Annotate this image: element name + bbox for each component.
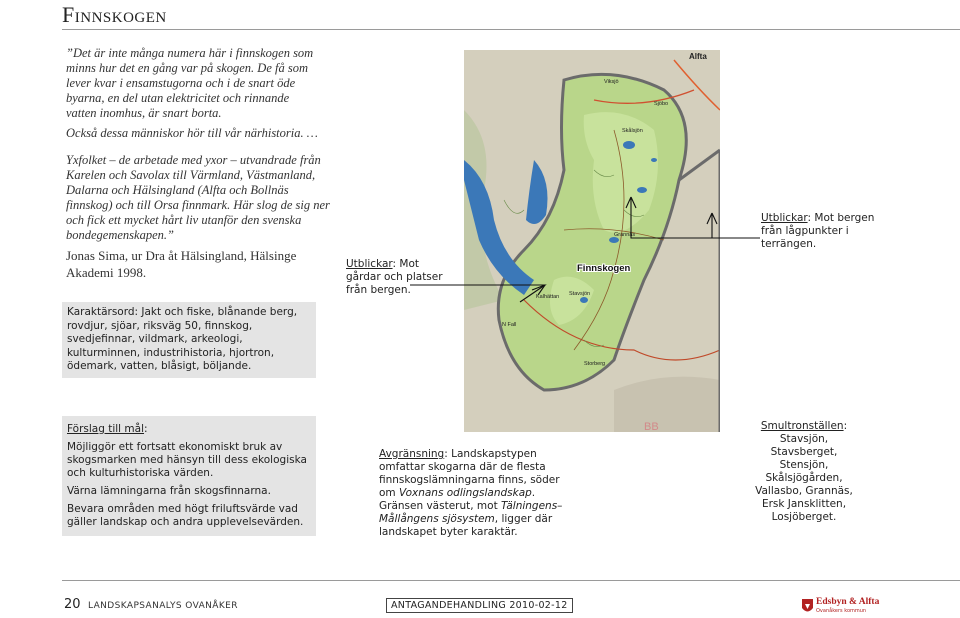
map-label-stavsjon: Stavsjön	[569, 291, 591, 297]
keywords-text: Karaktärsord: Jakt och fiske, blånande berg, rovdjur, sjöar, riksväg 50, finnskog, svedjefinnar, vildmark, arkeologi, kulturminnen, industrihistoria, hjortron, ödemark, vatten, blåsigt, böljande.	[67, 306, 298, 372]
callout-views-to-hills: Utblickar: Mot bergen från lågpunkter i terrängen.	[761, 212, 875, 250]
callout-views-from-hills: Utblickar: Mot gårdar och platser från bergen.	[346, 258, 443, 296]
page-number: 20	[64, 597, 81, 612]
boundary-description: Avgränsning: Landskapstypen omfattar skogarna där de flesta finnskogslämningarna finns, söder om Voxnans odlingslandskap. Gränsen västerut, mot Tälningens–Mållångens sjösystem, ligger där landskapet byter karaktär.	[379, 448, 563, 538]
map-corner-mark: BB	[644, 421, 659, 432]
map-label-sjobo: Sjöbo	[654, 101, 669, 107]
map-label-storberg: Storberg	[584, 361, 606, 367]
keywords-box	[62, 302, 316, 378]
title-divider	[62, 29, 960, 30]
finnskogen-map	[464, 50, 720, 432]
favourite-places: Smultronställen: Stavsjön, Stavsberget, Stensjön, Skålsjögården, Vallasbo, Grannäs, Ersk Jansklitten, Losjöberget.	[755, 420, 853, 523]
map-label-alfta: Alfta	[689, 52, 707, 61]
map-label-grannas: Grannäs	[614, 232, 636, 238]
map-label-viksjo: Viksjö	[604, 79, 619, 85]
map-label-n-fall: N Fall	[502, 322, 517, 328]
quote-paragraph-2: Också dessa människor hör till vår närhistoria. …	[66, 126, 318, 140]
logo-text: Edsbyn & Alfta	[816, 597, 880, 607]
footer-divider	[62, 580, 960, 581]
page-title: Finnskogen	[62, 2, 167, 27]
goal-3: Bevara områden med högt friluftsvärde vad gäller landskap och andra upplevelsevärden.	[67, 503, 304, 528]
quote-paragraph-1: ”Det är inte många numera här i finnskogen som minns hur det en gång var på skogen. De få som lever kvar i ensamstugorna och i de snart öde byarna, en del utan elektricitet och rinnande vatten inomhus, är snart borta.	[66, 46, 314, 120]
goals-box	[62, 416, 316, 536]
report-name: LANDSKAPSANALYS OVANÅKER	[88, 601, 238, 611]
document-status: ANTAGANDEHANDLING 2010-02-12	[386, 598, 573, 613]
goal-2: Värna lämningarna från skogsfinnarna.	[67, 485, 271, 497]
map-label-kalhattan: Kalhättan	[536, 294, 560, 300]
quote-paragraph-3: Yxfolket – de arbetade med yxor – utvandrade från Karelen och Savolax till Värmland, Västmanland, Dalarna och Hälsingland (Alfta och Bollnäs finnskog) och till Orsa finnmark. Här slog de sig ner och fick ett mycket hårt liv utanför den svenska bondegemenskapen.”	[66, 153, 330, 242]
logo-subtext: Ovanåkers kommun	[816, 608, 867, 614]
quote-source: Jonas Sima, ur Dra åt Hälsingland, Hälsinge Akademi 1998.	[66, 248, 297, 280]
goal-1: Möjliggör ett fortsatt ekonomiskt bruk av skogsmarken med hänsyn till dess ekologiska och kulturhistoriska värden.	[67, 441, 307, 479]
map-label-skalsjon: Skålsjön	[622, 128, 643, 134]
map-area-label: Finnskogen	[577, 263, 631, 274]
goals-heading: Förslag till mål:	[67, 423, 148, 435]
